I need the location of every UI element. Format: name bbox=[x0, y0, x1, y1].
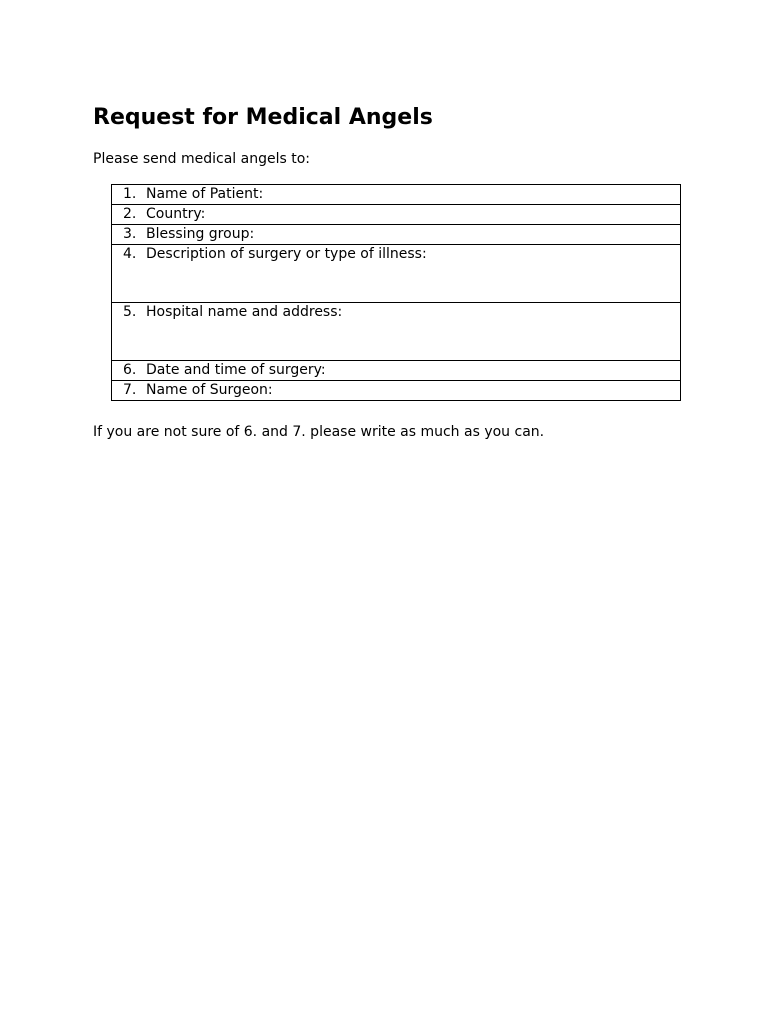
request-form-table bbox=[111, 184, 681, 401]
field-label: Description of surgery or type of illness: bbox=[146, 246, 427, 262]
form-row-surgery-description bbox=[112, 245, 681, 303]
form-cell-surgeon-name[interactable] bbox=[112, 381, 681, 401]
field-label: Hospital name and address: bbox=[146, 304, 343, 320]
form-row-country bbox=[112, 205, 681, 225]
form-cell-hospital[interactable] bbox=[112, 303, 681, 361]
field-label: Country: bbox=[146, 206, 206, 222]
field-number: 7. bbox=[123, 382, 137, 398]
form-row-hospital bbox=[112, 303, 681, 361]
field-label: Date and time of surgery: bbox=[146, 362, 326, 378]
field-label: Blessing group: bbox=[146, 226, 255, 242]
field-number: 6. bbox=[123, 362, 137, 378]
field-number: 3. bbox=[123, 226, 137, 242]
field-number: 2. bbox=[123, 206, 137, 222]
document-title: Request for Medical Angels bbox=[93, 105, 433, 130]
field-label: Name of Patient: bbox=[146, 186, 264, 202]
form-cell-surgery-datetime[interactable] bbox=[112, 361, 681, 381]
form-row-surgeon-name bbox=[112, 381, 681, 401]
form-row-blessing-group bbox=[112, 225, 681, 245]
form-cell-country[interactable] bbox=[112, 205, 681, 225]
form-row-patient-name bbox=[112, 185, 681, 205]
footer-note: If you are not sure of 6. and 7. please write as much as you can. bbox=[93, 424, 545, 440]
intro-text: Please send medical angels to: bbox=[93, 151, 310, 167]
field-number: 5. bbox=[123, 304, 137, 320]
form-cell-blessing-group[interactable] bbox=[112, 225, 681, 245]
field-number: 4. bbox=[123, 246, 137, 262]
field-label: Name of Surgeon: bbox=[146, 382, 273, 398]
form-cell-patient-name[interactable] bbox=[112, 185, 681, 205]
form-row-surgery-datetime bbox=[112, 361, 681, 381]
form-cell-surgery-description[interactable] bbox=[112, 245, 681, 303]
field-number: 1. bbox=[123, 186, 137, 202]
